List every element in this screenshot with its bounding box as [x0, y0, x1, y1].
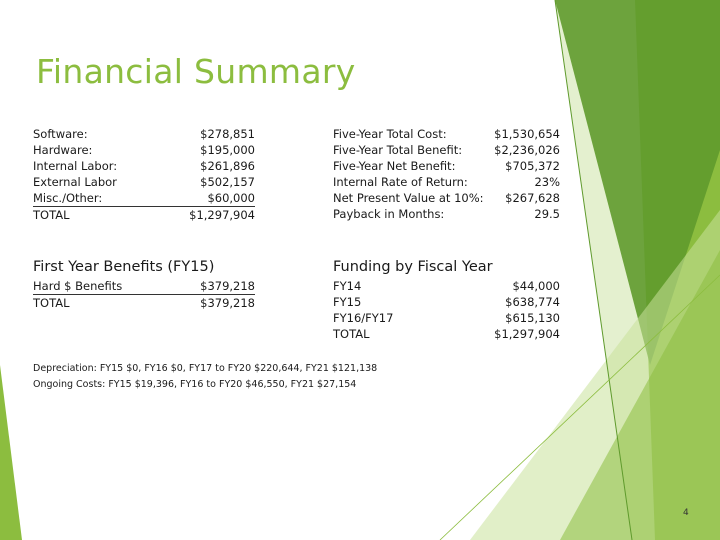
- benefits-table: [33, 278, 255, 311]
- funding-row: FY14 $44,000: [333, 279, 560, 293]
- page-number: 4: [683, 508, 689, 518]
- costs-table: [33, 126, 255, 223]
- benefits-heading: First Year Benefits (FY15): [33, 259, 215, 275]
- metric-row: Five-Year Total Benefit: $2,236,026: [333, 143, 560, 157]
- cost-row: Software: $278,851: [33, 127, 255, 141]
- funding-row: FY15 $638,774: [333, 295, 560, 309]
- slide-title: Financial Summary: [36, 52, 356, 91]
- cost-row: Hardware: $195,000: [33, 143, 255, 157]
- benefit-row: Hard $ Benefits $379,218: [33, 279, 255, 293]
- cost-row: External Labor $502,157: [33, 175, 255, 189]
- cost-row: Misc./Other: $60,000: [33, 191, 255, 205]
- metrics-table: [333, 126, 560, 222]
- metric-row: Net Present Value at 10%: $267,628: [333, 191, 560, 205]
- metric-row: Five-Year Total Cost: $1,530,654: [333, 127, 560, 141]
- metric-row: Five-Year Net Benefit: $705,372: [333, 159, 560, 173]
- benefit-total-row: TOTAL $379,218: [33, 296, 255, 310]
- funding-table: [333, 278, 560, 342]
- ongoing-costs-note: Ongoing Costs: FY15 $19,396, FY16 to FY20 $46,550, FY21 $27,154: [33, 379, 357, 390]
- cost-row: Internal Labor: $261,896: [33, 159, 255, 173]
- metric-row: Internal Rate of Return: 23%: [333, 175, 560, 189]
- left-corner-triangle: [0, 365, 22, 540]
- metric-row: Payback in Months: 29.5: [333, 207, 560, 221]
- depreciation-note: Depreciation: FY15 $0, FY16 $0, FY17 to FY20 $220,644, FY21 $121,138: [33, 363, 378, 374]
- funding-heading: Funding by Fiscal Year: [333, 259, 493, 275]
- cost-total-row: TOTAL $1,297,904: [33, 208, 255, 222]
- funding-total-row: TOTAL $1,297,904: [333, 327, 560, 341]
- funding-row: FY16/FY17 $615,130: [333, 311, 560, 325]
